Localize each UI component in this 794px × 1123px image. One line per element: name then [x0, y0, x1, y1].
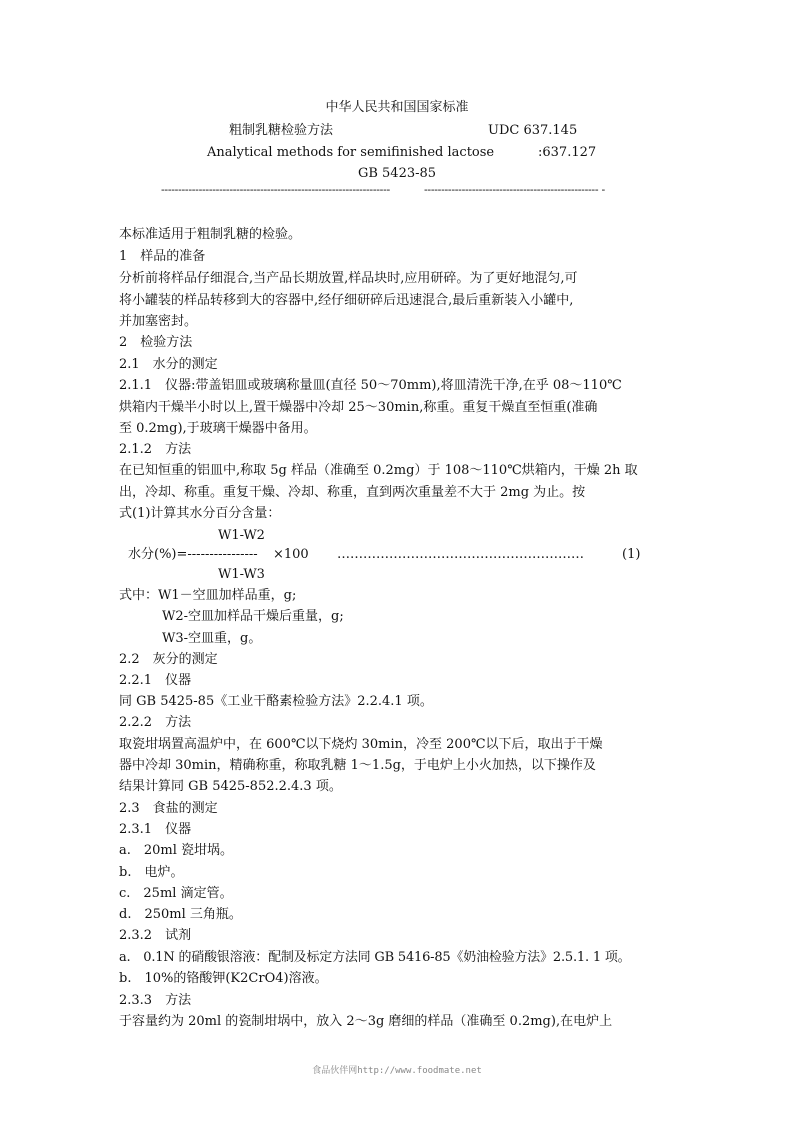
paragraph-line: 式(1)计算其水分百分含量：	[119, 506, 281, 521]
paragraph-line: W3-空皿重，g。	[162, 631, 262, 646]
paragraph-line: 2.1.1 仪器:带盖铝皿或玻璃称量皿(直径 50～70mm),将皿清洗干净,在乎 08～110℃	[119, 378, 622, 393]
paragraph-line: 分析前将样品仔细混合,当产品长期放置,样品块时,应用研碎。为了更好地混匀,可	[119, 271, 578, 286]
paragraph-line: 在已知恒重的铝皿中,称取 5g 样品（准确至 0.2mg）于 108～110℃烘箱内，干燥 2h 取	[119, 463, 638, 478]
standard-heading: 中华人民共和国国家标准	[325, 100, 469, 115]
paragraph-line: 将小罐装的样品转移到大的容器中,经仔细研碎后迅速混合,最后重新装入小罐中,	[119, 293, 574, 308]
gb-number: GB 5423-85	[357, 166, 437, 181]
subsection-heading: 2.2.1 仪器	[119, 673, 192, 688]
subsection-heading: 2.3 食盐的测定	[119, 801, 218, 816]
paragraph-line: 结果计算同 GB 5425-852.2.4.3 项。	[119, 779, 342, 794]
divider-left: -------------------------------------------------------------------	[161, 183, 390, 196]
formula-lhs: 水分(%)=----------------	[128, 547, 258, 562]
udc-sub: :637.127	[538, 145, 597, 160]
list-item: b. 电炉。	[119, 865, 184, 880]
list-item: a. 20ml 瓷坩埚。	[119, 843, 234, 858]
paragraph-line: W2-空皿加样品干燥后重量，g;	[162, 609, 344, 624]
list-item: b. 10%的铬酸钾(K2CrO4)溶液。	[119, 971, 328, 986]
paragraph-line: 取瓷坩埚置高温炉中，在 600℃以下烧灼 30min，冷至 200℃以下后，取出于干燥	[119, 737, 603, 752]
paragraph-line: 于容量约为 20ml 的瓷制坩埚中，放入 2～3g 磨细的样品（准确至 0.2mg),在电炉上	[119, 1014, 613, 1029]
subsection-heading: 2.1.2 方法	[119, 442, 192, 457]
paragraph-line: 至 0.2mg),于玻璃干燥器中备用。	[119, 421, 317, 436]
paragraph-line: 出，冷却、称重。重复干燥、冷却、称重，直到两次重量差不大于 2mg 为止。按	[119, 485, 586, 500]
subsection-heading: 2.1 水分的测定	[119, 357, 218, 372]
subsection-heading: 2.3.2 试剂	[119, 928, 192, 943]
footer-watermark: 食品伙伴网http://www.foodmate.net	[312, 1066, 482, 1076]
subsection-heading: 2.3.1 仪器	[119, 822, 192, 837]
subsection-heading: 2.2.2 方法	[119, 715, 192, 730]
paragraph-line: 器中冷却 30min，精确称重，称取乳糖 1～1.5g，于电炉上小火加热，以下操作及	[119, 758, 596, 773]
subsection-heading: 2.2 灰分的测定	[119, 652, 218, 667]
section-heading: 2 检验方法	[119, 335, 193, 350]
paragraph-line: 式中：W1－空皿加样品重，g;	[119, 588, 297, 603]
formula-number: (1)	[622, 547, 641, 562]
paragraph-line: 同 GB 5425-85《工业干酪素检验方法》2.2.4.1 项。	[119, 694, 433, 709]
formula-multiplier: ×100	[273, 547, 309, 562]
title-cn: 粗制乳糖检验方法	[229, 123, 334, 138]
section-heading: 1 样品的准备	[119, 249, 206, 264]
list-item: a. 0.1N 的硝酸银溶液：配制及标定方法同 GB 5416-85《奶油检验方法》2.5.1. 1 项。	[119, 950, 631, 965]
subsection-heading: 2.3.3 方法	[119, 993, 192, 1008]
formula-numerator: W1-W2	[218, 528, 265, 543]
formula-leader-dots: …………………………………………………	[337, 547, 584, 562]
list-item: d. 250ml 三角瓶。	[119, 907, 242, 922]
paragraph-line: 并加塞密封。	[119, 314, 198, 329]
formula-denominator: W1-W3	[218, 567, 265, 582]
scope-text: 本标准适用于粗制乳糖的检验。	[119, 227, 302, 242]
udc-main: UDC 637.145	[488, 123, 578, 138]
title-en: Analytical methods for semifinished lactose	[207, 145, 495, 160]
list-item: c. 25ml 滴定管。	[119, 886, 233, 901]
paragraph-line: 烘箱内干燥半小时以上,置干燥器中冷却 25～30min,称重。重复干燥直至恒重(准确	[119, 400, 598, 415]
divider-right: --------------------------------------------------- -	[424, 183, 605, 196]
